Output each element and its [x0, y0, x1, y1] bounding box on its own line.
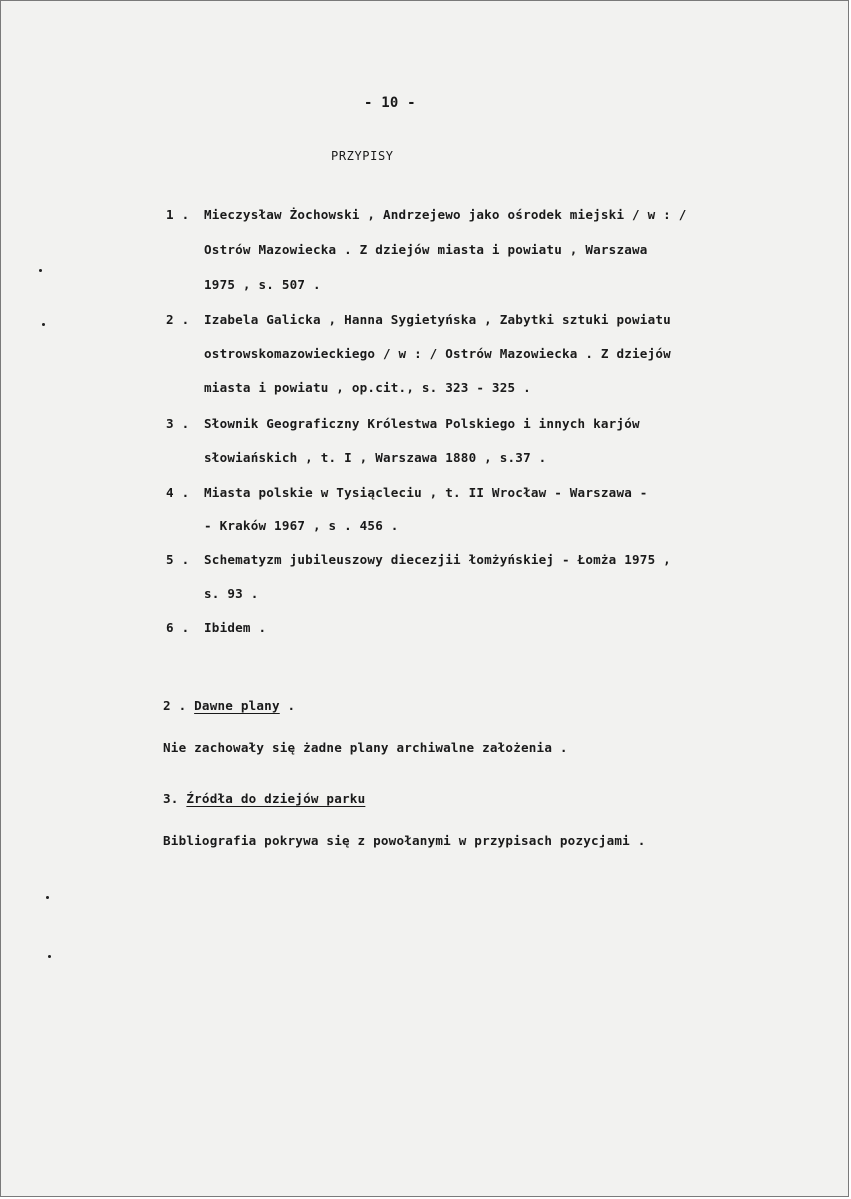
section-number: 3.: [163, 791, 187, 806]
section-heading: [163, 698, 295, 713]
footnote-line: miasta i powiatu , op.cit., s. 323 - 325 .: [204, 380, 531, 395]
footnote-line: Miasta polskie w Tysiącleciu , t. II Wrocław - Warszawa -: [204, 485, 648, 500]
footnote-line: Mieczysław Żochowski , Andrzejewo jako ośrodek miejski / w : /: [204, 207, 687, 222]
footnote-line: słowiańskich , t. I , Warszawa 1880 , s.37 .: [204, 450, 547, 465]
footnote-line: Ostrów Mazowiecka . Z dziejów miasta i powiatu , Warszawa: [204, 242, 648, 257]
footnote-number: 6 .: [166, 620, 190, 635]
footnote-line: ostrowskomazowieckiego / w : / Ostrów Mazowiecka . Z dziejów: [204, 346, 671, 361]
section-body: Nie zachowały się żadne plany archiwalne założenia .: [163, 740, 568, 755]
footnote-number: 2 .: [166, 312, 190, 327]
page-title: PRZYPISY: [331, 149, 394, 163]
footnote-line: Izabela Galicka , Hanna Sygietyńska , Zabytki sztuki powiatu: [204, 312, 671, 327]
section-number: 2 .: [163, 698, 195, 713]
section-body: Bibliografia pokrywa się z powołanymi w przypisach pozycjami .: [163, 833, 646, 848]
page-number: - 10 -: [364, 95, 416, 111]
footnote-line: Słownik Geograficzny Królestwa Polskiego i innych karjów: [204, 416, 640, 431]
footnote-number: 3 .: [166, 416, 190, 431]
footnote-line: Schematyzm jubileuszowy diecezjii łomżyńskiej - Łomża 1975 ,: [204, 552, 671, 567]
footnote-line: Ibidem .: [204, 620, 267, 635]
footnote-number: 4 .: [166, 485, 190, 500]
footnote-number: 1 .: [166, 207, 190, 222]
footnote-line: - Kraków 1967 , s . 456 .: [204, 518, 399, 533]
section-heading-text: Dawne plany: [194, 698, 280, 713]
margin-speck: [48, 955, 51, 958]
margin-speck: [39, 269, 42, 272]
footnote-line: s. 93 .: [204, 586, 259, 601]
section-heading: [163, 791, 365, 806]
section-heading-suffix: .: [279, 698, 296, 713]
section-heading-text: Źródła do dziejów parku: [186, 791, 366, 806]
footnote-line: 1975 , s. 507 .: [204, 277, 321, 292]
margin-speck: [42, 323, 45, 326]
margin-speck: [46, 896, 49, 899]
footnote-number: 5 .: [166, 552, 190, 567]
